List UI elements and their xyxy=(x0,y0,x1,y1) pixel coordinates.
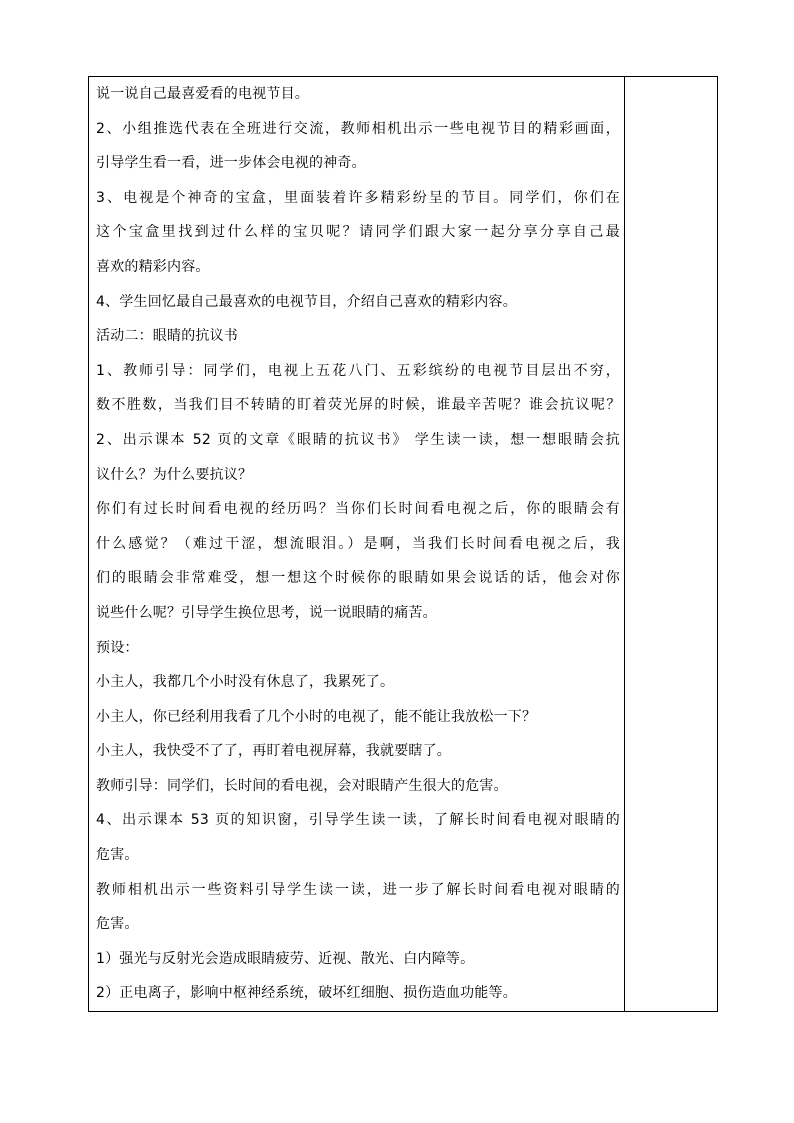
paragraph-line: 2）正电离子，影响中枢神经系统，破坏红细胞、损伤造血功能等。 xyxy=(96,985,517,1002)
paragraph-line: 1）强光与反射光会造成眼睛疲劳、近视、散光、白内障等。 xyxy=(96,950,475,967)
lesson-table xyxy=(88,76,718,1012)
paragraph-line: 危害。 xyxy=(96,916,139,933)
paragraph-line: 1、教师引导：同学们，电视上五花八门、五彩缤纷的电视节目层出不穷， xyxy=(96,362,620,379)
paragraph-line: 教师引导：同学们，长时间的看电视，会对眼睛产生很大的危害。 xyxy=(96,777,508,794)
section-heading: 活动二：眼睛的抗议书 xyxy=(96,328,238,345)
paragraph-line: 2、出示课本 52 页的文章《眼睛的抗议书》 学生读一读，想一想眼睛会抗 xyxy=(96,431,620,448)
paragraph-line: 小主人，我都几个小时没有休息了，我累死了。 xyxy=(96,674,395,691)
paragraph-line: 3、电视是个神奇的宝盒，里面装着许多精彩纷呈的节目。同学们，你们在 xyxy=(96,189,620,206)
notes-cell xyxy=(625,77,717,1011)
paragraph-line: 小主人，我快受不了了，再盯着电视屏幕，我就要瞎了。 xyxy=(96,743,451,760)
paragraph-line: 说些什么呢？引导学生换位思考，说一说眼睛的痛苦。 xyxy=(96,604,437,621)
paragraph-line: 们的眼睛会非常难受，想一想这个时候你的眼睛如果会说话的话，他会对你 xyxy=(96,570,620,587)
paragraph-line: 说一说自己最喜爱看的电视节目。 xyxy=(96,86,309,102)
paragraph-line: 什么感觉？（难过干涩，想流眼泪。）是啊，当我们长时间看电视之后，我 xyxy=(96,535,620,552)
paragraph-line: 这个宝盒里找到过什么样的宝贝呢？请同学们跟大家一起分享分享自己最 xyxy=(96,224,620,241)
paragraph-line: 危害。 xyxy=(96,847,139,864)
paragraph-line: 4、学生回忆最自己最喜欢的电视节目，介绍自己喜欢的精彩内容。 xyxy=(96,293,517,310)
paragraph-line: 预设： xyxy=(96,639,139,656)
paragraph-line: 你们有过长时间看电视的经历吗？当你们长时间看电视之后，你的眼睛会有 xyxy=(96,501,620,518)
paragraph-line: 小主人，你已经利用我看了几个小时的电视了，能不能让我放松一下？ xyxy=(96,708,537,725)
paragraph-line: 喜欢的精彩内容。 xyxy=(96,258,210,275)
paragraph-line: 数不胜数，当我们目不转睛的盯着荧光屏的时候，谁最辛苦呢？谁会抗议呢？ xyxy=(96,397,620,414)
paragraph-line: 教师相机出示一些资料引导学生读一读，进一步了解长时间看电视对眼睛的 xyxy=(96,881,620,898)
lesson-content-cell xyxy=(89,77,624,1011)
paragraph-line: 议什么？为什么要抗议？ xyxy=(96,466,253,483)
paragraph-line: 引导学生看一看，进一步体会电视的神奇。 xyxy=(96,155,366,172)
paragraph-line: 2、小组推选代表在全班进行交流，教师相机出示一些电视节目的精彩画面， xyxy=(96,120,620,137)
paragraph-line: 4、出示课本 53 页的知识窗，引导学生读一读，了解长时间看电视对眼睛的 xyxy=(96,812,620,829)
